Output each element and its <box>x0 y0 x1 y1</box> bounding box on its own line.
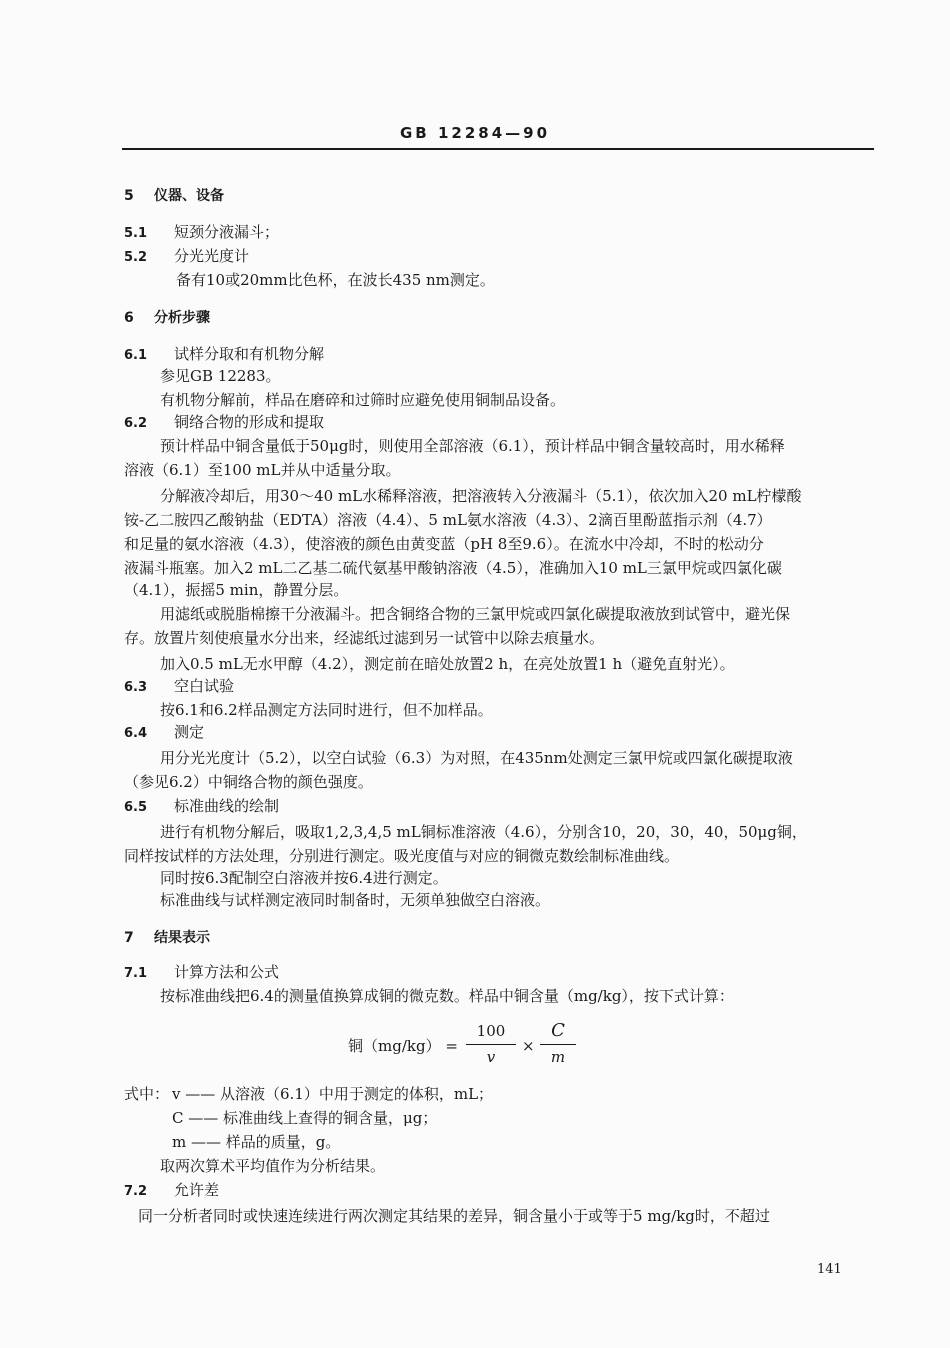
where-v-definition: v —— 从溶液（6.1）中用于测定的体积，mL； <box>172 1085 494 1103</box>
paragraph-line: 液漏斗瓶塞。加入2 mL二乙基二硫代氨基甲酸钠溶液（4.5），准确加入10 mL三氯甲烷或四氯化碳 <box>124 559 782 577</box>
section-6-1 <box>124 344 324 366</box>
page-number: 141 <box>817 1262 842 1277</box>
paragraph: 按6.1和6.2样品测定方法同时进行，但不加样品。 <box>160 701 493 719</box>
paragraph: 备有10或20mm比色杯，在波长435 nm测定。 <box>176 271 495 289</box>
fraction-bar <box>466 1044 516 1045</box>
paragraph-line: 存。放置片刻使痕量水分出来，经滤纸过滤到另一试管中以除去痕量水。 <box>124 629 605 647</box>
paragraph-line: 溶液（6.1）至100 mL并从中适量分取。 <box>124 461 401 479</box>
fraction-c-over-m <box>540 1020 576 1068</box>
subsection-title: 测定 <box>174 723 205 741</box>
paragraph: 加入0.5 mL无水甲醇（4.2），测定前在暗处放置2 h，在亮处放置1 h（避免直射光）。 <box>160 655 735 673</box>
subsection-number: 7.2 <box>124 1184 148 1199</box>
fraction-bar <box>540 1044 576 1045</box>
subsection-number: 6.1 <box>124 348 148 363</box>
section-title: 仪器、设备 <box>154 188 224 204</box>
paragraph-line: 分解液冷却后，用30～40 mL水稀释溶液，把溶液转入分液漏斗（5.1），依次加入20 mL柠檬酸 <box>160 487 802 505</box>
section-7-heading <box>124 928 210 948</box>
paragraph-line: 进行有机物分解后，吸取1,2,3,4,5 mL铜标准溶液（4.6），分别含10，20，30，40，50μg铜， <box>160 823 807 841</box>
subsection-title: 计算方法和公式 <box>174 963 280 981</box>
paragraph-line: 铵-乙二胺四乙酸钠盐（EDTA）溶液（4.4）、5 mL氨水溶液（4.3）、2滴百里酚蓝指示剂（4.7） <box>124 511 772 529</box>
subsection-number: 6.3 <box>124 680 148 695</box>
times-sign: × <box>522 1037 535 1055</box>
formula-lhs: 铜（mg/kg） = <box>348 1037 458 1055</box>
section-number: 6 <box>124 310 134 326</box>
paragraph-line: 预计样品中铜含量低于50μg时，则使用全部溶液（6.1），预计样品中铜含量较高时，用水稀释 <box>160 437 785 455</box>
subsection-number: 6.5 <box>124 800 148 815</box>
section-6-2 <box>124 412 324 434</box>
section-7-1 <box>124 962 279 984</box>
fraction-denominator: v <box>486 1048 496 1066</box>
subsection-number: 6.2 <box>124 416 148 431</box>
where-label: 式中： <box>124 1085 170 1103</box>
subsection-number: 6.4 <box>124 726 148 741</box>
subsection-title: 铜络合物的形成和提取 <box>174 413 325 431</box>
section-7-2 <box>124 1180 219 1202</box>
subsection-number: 5.1 <box>124 226 148 241</box>
subsection-title: 分光光度计 <box>174 247 250 265</box>
subsection-title: 标准曲线的绘制 <box>174 797 280 815</box>
where-m-definition: m —— 样品的质量，g。 <box>172 1133 341 1151</box>
paragraph: 参见GB 12283。 <box>160 367 281 385</box>
subsection-title: 短颈分液漏斗； <box>174 223 280 241</box>
paragraph-line: （参见6.2）中铜络合物的颜色强度。 <box>124 773 373 791</box>
where-c-definition: C —— 标准曲线上查得的铜含量，μg； <box>172 1109 438 1127</box>
paragraph: 按标准曲线把6.4的测量值换算成铜的微克数。样品中铜含量（mg/kg），按下式计算： <box>160 987 734 1005</box>
fraction-100-over-v <box>466 1022 516 1068</box>
subsection-title: 试样分取和有机物分解 <box>174 345 325 363</box>
section-6-3 <box>124 676 234 698</box>
paragraph-line: 和足量的氨水溶液（4.3），使溶液的颜色由黄变蓝（pH 8至9.6）。在流水中冷却，不时的松动分 <box>124 535 764 553</box>
fraction-denominator: m <box>550 1048 566 1066</box>
section-6-5 <box>124 796 279 818</box>
subsection-title: 空白试验 <box>174 677 235 695</box>
section-number: 7 <box>124 930 134 946</box>
header-rule <box>122 148 874 150</box>
subsection-number: 7.1 <box>124 966 148 981</box>
paragraph-line: 用分光光度计（5.2），以空白试验（6.3）为对照，在435nm处测定三氯甲烷或四氯化碳提取液 <box>160 749 793 767</box>
section-number: 5 <box>124 188 134 204</box>
paragraph-line: （4.1），振摇5 min，静置分层。 <box>124 581 349 599</box>
section-5-2 <box>124 246 249 268</box>
paragraph-line: 同样按试样的方法处理，分别进行测定。吸光度值与对应的铜微克数绘制标准曲线。 <box>124 847 680 865</box>
section-5-1 <box>124 222 279 244</box>
section-6-4 <box>124 722 204 744</box>
section-6-heading <box>124 308 210 328</box>
fraction-numerator: C <box>551 1020 565 1041</box>
paragraph: 有机物分解前，样品在磨碎和过筛时应避免使用铜制品设备。 <box>160 391 566 409</box>
section-5-heading <box>124 186 224 206</box>
paragraph-line: 同一分析者同时或快速连续进行两次测定其结果的差异，铜含量小于或等于5 mg/kg时，不超过 <box>138 1207 770 1225</box>
paragraph-line: 用滤纸或脱脂棉擦干分液漏斗。把含铜络合物的三氯甲烷或四氯化碳提取液放到试管中，避光保 <box>160 605 791 623</box>
section-title: 分析步骤 <box>154 310 210 326</box>
paragraph: 同时按6.3配制空白溶液并按6.4进行测定。 <box>160 869 448 887</box>
standard-header: GB 12284—90 <box>399 124 551 142</box>
subsection-number: 5.2 <box>124 250 148 265</box>
section-title: 结果表示 <box>154 930 210 946</box>
fraction-numerator: 100 <box>476 1022 506 1040</box>
paragraph: 标准曲线与试样测定液同时制备时，无须单独做空白溶液。 <box>160 891 551 909</box>
subsection-title: 允许差 <box>174 1181 220 1199</box>
paragraph: 取两次算术平均值作为分析结果。 <box>160 1157 386 1175</box>
